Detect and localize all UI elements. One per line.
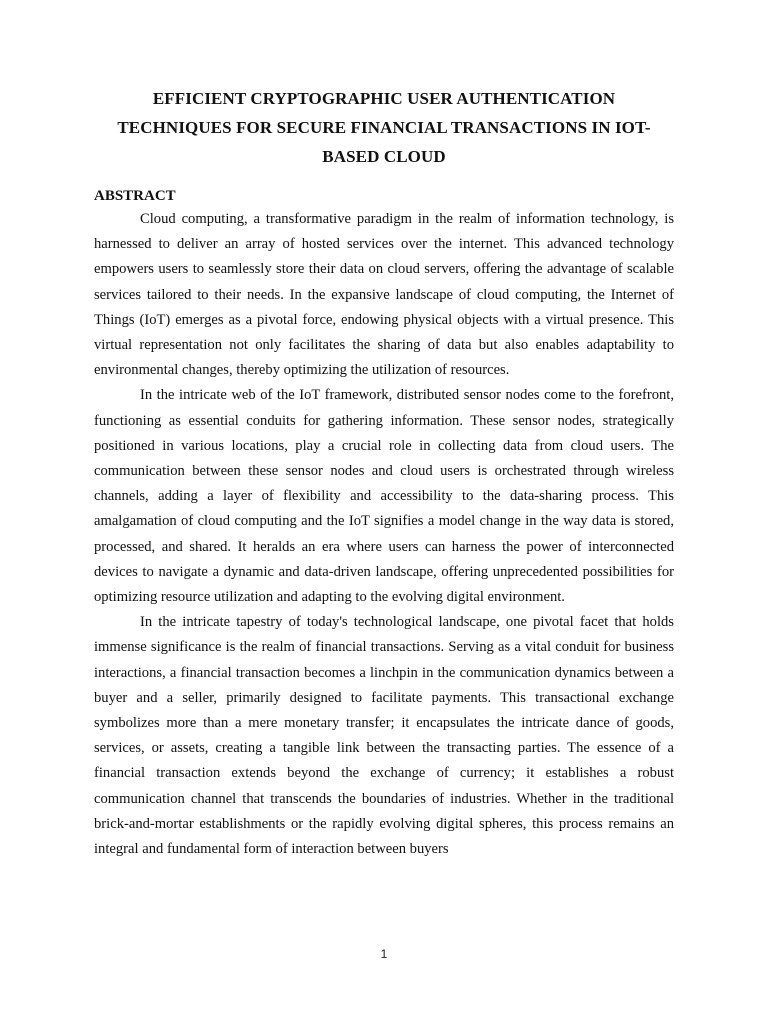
abstract-paragraph-3: In the intricate tapestry of today's technological landscape, one pivotal facet that holds immense significance is the realm of financial transactions. Serving as a vital conduit for business interactions, a financial transaction becomes a linchpin in the communication dynamics between a buyer and a seller, primarily designed to facilitate payments. This transactional exchange symbolizes more than a mere monetary transfer; it encapsulates the intricate dance of goods, services, or assets, creating a tangible link between the transacting parties. The essence of a financial transaction extends beyond the exchange of currency; it establishes a robust communication channel that transcends the boundaries of industries. Whether in the traditional brick-and-mortar establishments or the rapidly evolving digital spheres, this process remains an integral and fundamental form of interaction between buyers: [94, 614, 674, 858]
page-content: [94, 84, 674, 862]
abstract-paragraph-2: In the intricate web of the IoT framework, distributed sensor nodes come to the forefront, functioning as essential conduits for gathering information. These sensor nodes, strategically positioned in various locations, play a crucial role in collecting data from cloud users. The communication between these sensor nodes and cloud users is orchestrated through wireless channels, adding a layer of flexibility and accessibility to the data-sharing process. This amalgamation of cloud computing and the IoT signifies a model change in the way data is stored, processed, and shared. It heralds an era where users can harness the power of interconnected devices to navigate a dynamic and data-driven landscape, offering unprecedented possibilities for optimizing resource utilization and adapting to the evolving digital environment.: [94, 387, 674, 606]
page-number: 1: [380, 947, 388, 961]
abstract-heading: ABSTRACT: [94, 188, 176, 204]
paper-title: EFFICIENT CRYPTOGRAPHIC USER AUTHENTICATION TECHNIQUES FOR SECURE FINANCIAL TRANSACTIONS IN IOT-BASED CLOUD: [117, 89, 651, 166]
abstract-paragraph-1: Cloud computing, a transformative paradigm in the realm of information technology, is harnessed to deliver an array of hosted services over the internet. This advanced technology empowers users to seamlessly store their data on cloud servers, offering the advantage of scalable services tailored to their needs. In the expansive landscape of cloud computing, the Internet of Things (IoT) emerges as a pivotal force, endowing physical objects with a virtual presence. This virtual representation not only facilitates the sharing of data but also enables adaptability to environmental changes, thereby optimizing the utilization of resources.: [94, 211, 674, 379]
